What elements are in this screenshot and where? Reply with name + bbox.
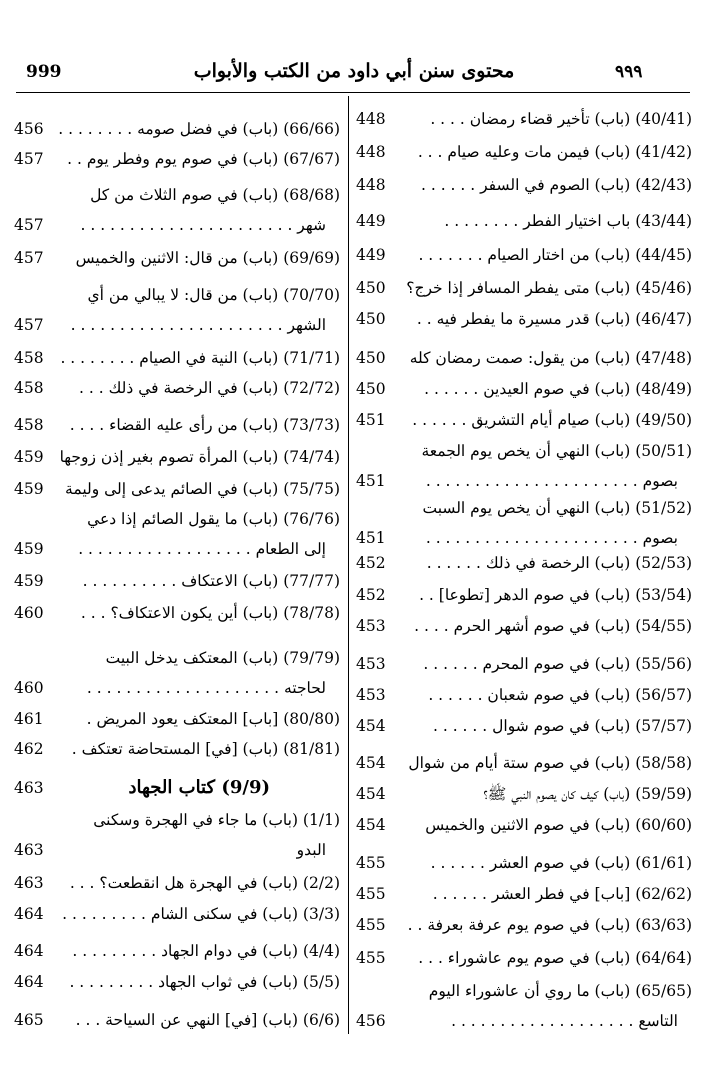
toc-entry-title: (49/50) (باب) صيام أيام التشريق . . . . . .	[412, 411, 692, 429]
toc-entry-title: (77/77) (باب) الاعتكاف . . . . . . . . . .	[82, 572, 340, 590]
toc-page-number: 461	[14, 710, 44, 728]
toc-entry	[356, 409, 692, 431]
toc-page-number: 458	[14, 379, 44, 397]
toc-entry-title: (40/41) (باب) تأخير قضاء رمضان . . . .	[430, 110, 692, 128]
toc-page-number: 454	[356, 816, 386, 834]
toc-entry-title: (61/61) (باب) في صوم العشر . . . . . .	[430, 854, 692, 872]
toc-entry	[356, 141, 692, 163]
toc-entry	[14, 738, 340, 760]
toc-entry	[14, 872, 340, 894]
toc-page-number: 460	[14, 604, 44, 622]
toc-page-number: 459	[14, 480, 44, 498]
toc-entry	[14, 602, 340, 624]
toc-page-number: 463	[14, 841, 44, 859]
toc-entry-title: (75/75) (باب) في الصائم يدعى إلى وليمة	[65, 480, 340, 498]
page-number-arabic: ٩٩٩	[615, 62, 643, 82]
toc-page-number: 452	[356, 554, 386, 572]
toc-entry	[356, 552, 692, 574]
toc-page-number: 456	[14, 120, 44, 138]
toc-page-number: 455	[356, 854, 386, 872]
toc-page-number: 457	[14, 216, 44, 234]
toc-page-number: 458	[14, 416, 44, 434]
toc-entry	[356, 244, 692, 266]
toc-page-number: 453	[356, 617, 386, 635]
toc-entry	[14, 347, 340, 369]
toc-entry	[14, 118, 340, 140]
toc-entry-title: (1/1) (باب) ما جاء في الهجرة وسكنى	[93, 811, 340, 829]
toc-entry	[356, 497, 692, 549]
toc-page-number: 464	[14, 973, 44, 991]
toc-page-number: 460	[14, 679, 44, 697]
toc-entry-title: (54/55) (باب) في صوم أشهر الحرم . . . .	[414, 617, 692, 635]
toc-page-number: 459	[14, 540, 44, 558]
toc-page-number: 465	[14, 1011, 44, 1029]
toc-page-number: 462	[14, 740, 44, 758]
toc-page-number: 448	[356, 176, 386, 194]
toc-page-number: 449	[356, 212, 386, 230]
toc-entry-continuation: لحاجته . . . . . . . . . . . . . . . . . . . .	[86, 679, 326, 697]
toc-entry	[356, 440, 692, 492]
toc-entry-title: (71/71) (باب) النية في الصيام . . . . . . . .	[60, 349, 340, 367]
page-number-latin: 999	[26, 62, 62, 82]
toc-page-number: 450	[356, 380, 386, 398]
toc-entry	[14, 1009, 340, 1031]
toc-entry-title: (58/58) (باب) في صوم ستة أيام من شوال	[408, 754, 692, 772]
toc-page-number: 457	[14, 249, 44, 267]
toc-page-number: 448	[356, 143, 386, 161]
toc-entry	[356, 914, 692, 936]
toc-entry	[14, 570, 340, 592]
toc-entry	[14, 377, 340, 399]
toc-entry	[14, 478, 340, 500]
toc-entry-title: (72/72) (باب) في الرخصة في ذلك . . .	[79, 379, 340, 397]
toc-page-number: 454	[356, 717, 386, 735]
toc-entry-title: (41/42) (باب) فيمن مات وعليه صيام . . .	[417, 143, 692, 161]
toc-entry-title: (51/52) (باب) النهي أن يخص يوم السبت	[422, 499, 692, 517]
toc-entry	[14, 903, 340, 925]
toc-entry-title: (47/48) (باب) من يقول: صمت رمضان كله	[409, 349, 692, 367]
toc-entry-title: (48/49) (باب) في صوم العيدين . . . . . .	[424, 380, 692, 398]
toc-entry-title: (63/63) (باب) في صوم يوم عرفة بعرفة . .	[407, 916, 692, 934]
toc-page-number: 451	[356, 411, 386, 429]
toc-entry	[356, 852, 692, 874]
toc-entry-title: (57/57) (باب) في صوم شوال . . . . . .	[433, 717, 692, 735]
toc-entry-title: (6/6) (باب) [في] النهي عن السياحة . . .	[75, 1011, 340, 1029]
toc-entry	[356, 347, 692, 369]
toc-entry-title: (68/68) (باب) في صوم الثلاث من كل	[90, 186, 340, 204]
toc-entry-title: (5/5) (باب) في ثواب الجهاد . . . . . . . . .	[69, 973, 340, 991]
toc-page-number: 450	[356, 310, 386, 328]
toc-entry-title: (53/54) (باب) في صوم الدهر [تطوعا] . .	[419, 586, 692, 604]
toc-entry-title: (67/67) (باب) في صوم يوم وفطر يوم . .	[67, 150, 340, 168]
toc-page-number: 448	[356, 110, 386, 128]
toc-entry-title: (66/66) (باب) في فضل صومه . . . . . . . .	[58, 120, 340, 138]
toc-page-number: 459	[14, 448, 44, 466]
toc-entry-title: (2/2) (باب) في الهجرة هل انقطعت؟ . . .	[69, 874, 340, 892]
toc-page-number: 455	[356, 949, 386, 967]
toc-entry	[14, 148, 340, 170]
toc-page-number: 463	[14, 874, 44, 892]
toc-entry-title: (81/81) (باب) [في] المستحاضة تعتكف .	[71, 740, 340, 758]
toc-entry-title: (59/59) (باب) كيف كان يصوم النبي ﷺ؟	[483, 785, 692, 803]
toc-page-number: 455	[356, 885, 386, 903]
toc-entry	[356, 308, 692, 330]
toc-page-number: 464	[14, 905, 44, 923]
toc-entry-title: (78/78) (باب) أين يكون الاعتكاف؟ . . .	[80, 604, 340, 622]
toc-entry-title: (55/56) (باب) في صوم المحرم . . . . . .	[423, 655, 692, 673]
toc-page-number: 459	[14, 572, 44, 590]
toc-page-number: 453	[356, 655, 386, 673]
toc-entry-title: (74/74) (باب) المرأة تصوم بغير إذن زوجها	[59, 448, 340, 466]
toc-entry	[14, 414, 340, 436]
toc-entry	[356, 653, 692, 675]
toc-entry-title: (42/43) (باب) الصوم في السفر . . . . . .	[421, 176, 692, 194]
toc-entry-title: (52/53) (باب) الرخصة في ذلك . . . . . .	[426, 554, 692, 572]
toc-entry	[356, 277, 692, 299]
toc-entry	[356, 210, 692, 232]
toc-page-number: 450	[356, 349, 386, 367]
toc-page-number: 457	[14, 316, 44, 334]
toc-entry-continuation: بصوم . . . . . . . . . . . . . . . . . . . . . .	[425, 529, 678, 547]
toc-entry	[356, 783, 692, 805]
toc-entry-title: (76/76) (باب) ما يقول الصائم إذا دعي	[87, 510, 340, 528]
toc-entry	[14, 508, 340, 560]
toc-entry	[356, 108, 692, 130]
toc-page-number: 454	[356, 754, 386, 772]
toc-entry-title: (46/47) (باب) قدر مسيرة ما يفطر فيه . .	[416, 310, 692, 328]
toc-page-number: 464	[14, 942, 44, 960]
toc-entry	[356, 615, 692, 637]
toc-page-number: 451	[356, 529, 386, 547]
toc-page-number: 452	[356, 586, 386, 604]
toc-entry	[356, 174, 692, 196]
toc-page-number: 453	[356, 686, 386, 704]
toc-entry-title: (60/60) (باب) في صوم الاثنين والخميس	[425, 816, 692, 834]
toc-entry-title: (45/46) (باب) متى يفطر المسافر إذا خرج؟	[406, 279, 692, 297]
toc-entry-continuation: الشهر . . . . . . . . . . . . . . . . . . . . . .	[70, 316, 326, 334]
toc-entry-title: (44/45) (باب) من اختار الصيام . . . . . . .	[418, 246, 692, 264]
toc-page-number: 451	[356, 472, 386, 490]
toc-entry	[356, 378, 692, 400]
toc-entry-title: (64/64) (باب) في صوم يوم عاشوراء . . .	[418, 949, 692, 967]
toc-entry	[356, 947, 692, 969]
toc-entry	[356, 752, 692, 774]
toc-entry-title: (80/80) [باب] المعتكف يعود المريض .	[86, 710, 340, 728]
toc-page-number: 457	[14, 150, 44, 168]
toc-entry	[14, 647, 340, 699]
toc-page-number: 463	[14, 779, 44, 797]
toc-entry	[14, 971, 340, 993]
toc-entry	[356, 715, 692, 737]
toc-page-number: 456	[356, 1012, 386, 1030]
toc-entry-title: (73/73) (باب) من رأى عليه القضاء . . . .	[69, 416, 340, 434]
toc-entry-continuation: التاسع . . . . . . . . . . . . . . . . . . .	[451, 1012, 678, 1030]
toc-entry	[356, 980, 692, 1032]
toc-page-number: 458	[14, 349, 44, 367]
toc-entry	[14, 940, 340, 962]
toc-entry-continuation: بصوم . . . . . . . . . . . . . . . . . . . . . .	[425, 472, 678, 490]
toc-page-number: 450	[356, 279, 386, 297]
toc-entry	[14, 284, 340, 336]
toc-page-number: 449	[356, 246, 386, 264]
toc-entry	[356, 584, 692, 606]
toc-entry-continuation: البدو	[296, 841, 326, 859]
toc-entry	[356, 684, 692, 706]
toc-entry-title: (79/79) (باب) المعتكف يدخل البيت	[105, 649, 340, 667]
toc-entry	[14, 708, 340, 730]
toc-entry-title: (70/70) (باب) من قال: لا يبالي من أي	[87, 286, 340, 304]
toc-entry	[356, 883, 692, 905]
toc-entry	[14, 446, 340, 468]
toc-entry-title: (50/51) (باب) النهي أن يخص يوم الجمعة	[421, 442, 692, 460]
toc-entry-title: (4/4) (باب) في دوام الجهاد . . . . . . . . .	[72, 942, 340, 960]
toc-entry	[356, 814, 692, 836]
toc-entry-title: (69/69) (باب) من قال: الاثنين والخميس	[75, 249, 340, 267]
toc-entry-title: (43/44) باب اختيار الفطر . . . . . . . .	[444, 212, 692, 230]
header-rule	[16, 92, 690, 93]
column-divider	[348, 96, 349, 1034]
toc-entry-title: (9/9) كتاب الجهاد	[128, 777, 270, 798]
toc-entry-title: (3/3) (باب) في سكنى الشام . . . . . . . . .	[62, 905, 340, 923]
toc-entry	[14, 809, 340, 861]
toc-entry-continuation: شهر . . . . . . . . . . . . . . . . . . . . . .	[80, 216, 326, 234]
toc-entry-title: (56/57) (باب) في صوم شعبان . . . . . .	[428, 686, 692, 704]
toc-entry	[14, 184, 340, 236]
toc-entry-continuation: إلى الطعام . . . . . . . . . . . . . . . . . .	[78, 540, 326, 558]
running-header-title: محتوى سنن أبي داود من الكتب والأبواب	[193, 60, 515, 82]
toc-entry	[14, 247, 340, 269]
toc-entry-title: (62/62) [باب] في فطر العشر . . . . . .	[432, 885, 692, 903]
toc-section-heading	[14, 777, 340, 799]
toc-page-number: 454	[356, 785, 386, 803]
toc-page-number: 455	[356, 916, 386, 934]
toc-entry-title: (65/65) (باب) ما روي أن عاشوراء اليوم	[428, 982, 692, 1000]
